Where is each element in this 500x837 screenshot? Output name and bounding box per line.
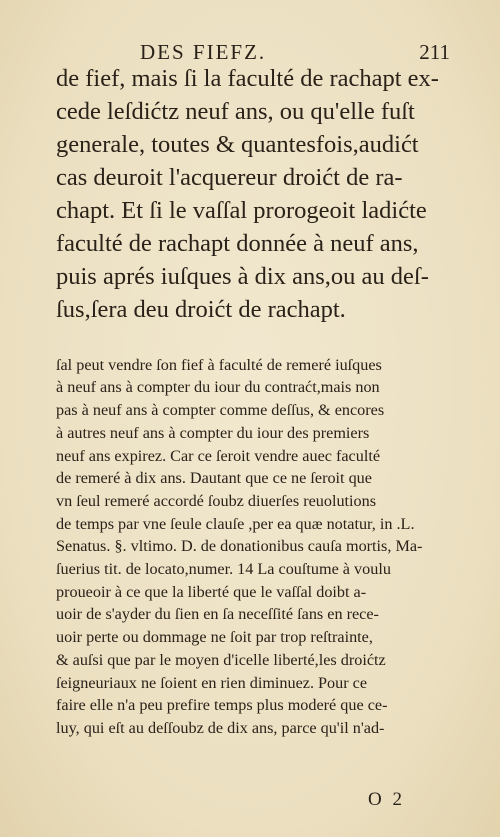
commentary-line: pas à neuf ans à compter comme deſſus, & encores [56,401,385,420]
main-text-line: ſus,ſera deu droićt de rachapt. [56,296,346,323]
commentary-line [56,331,456,354]
page-number: 211 [419,40,450,64]
commentary-block [56,331,456,740]
main-text-line: generale, toutes & quantesfois,audićt [56,131,419,158]
commentary-line: de temps par vne ſeule clauſe ,per ea quæ notatur, in .L. [56,514,415,533]
main-text-line: cas deuroit l'acquereur droićt de ra- [56,164,403,191]
commentary-line: luy, qui eſt au deſſoubz de dix ans, parce qu'il n'ad- [56,718,385,737]
commentary-line: & auſsi que par le moyen d'icelle liberté,les droićtz [56,650,386,669]
commentary-line: de remeré à dix ans. Dautant que ce ne ſeroit que [56,469,372,488]
main-text-line: de fief, mais ſi la faculté de rachapt ex- [56,65,439,92]
main-text-line: cede leſdićtz neuf ans, ou qu'elle fuſt [56,98,415,125]
commentary-line: ſuerius tit. de locato,numer. 14 La couſtume à voulu [56,560,391,579]
commentary-line: uoir perte ou dommage ne ſoit par trop reſtrainte, [56,628,373,647]
commentary-line: à autres neuf ans à compter du iour des premiers [56,423,370,442]
commentary-line: faire elle n'a peu prefire temps plus moderé que ce- [56,696,388,715]
commentary-line: à neuf ans à compter du iour du contraćt,mais non [56,378,380,397]
commentary-line: ſal peut vendre ſon fief à faculté de remeré iuſques [56,355,382,374]
commentary-line: uoir de s'ayder du ſien en ſa neceſſité ſans en rece- [56,605,379,624]
commentary-line: Senatus. §. vltimo. D. de donationibus cauſa mortis, Ma- [56,537,423,556]
commentary-line: vn ſeul remeré accordé ſoubz diuerſes reuolutions [56,491,377,510]
main-text-line: faculté de rachapt donnée à neuf ans, [56,230,419,257]
signature-mark: O 2 [368,789,405,810]
commentary-line: neuf ans expirez. Car ce ſeroit vendre auec faculté [56,446,381,465]
main-text-line: puis aprés iuſques à dix ans,ou au deſ- [56,263,429,290]
main-text-line: chapt. Et ſi le vaſſal prorogeoit ladićte [56,197,427,224]
commentary-line: ſeigneuriaux ne ſoient en rien diminuez. Pour ce [56,673,368,692]
main-text-block [56,62,456,326]
running-title: DES FIEFZ. [140,40,267,64]
commentary-line: proueoir à ce que la liberté que le vaſſal doibt a- [56,582,367,601]
